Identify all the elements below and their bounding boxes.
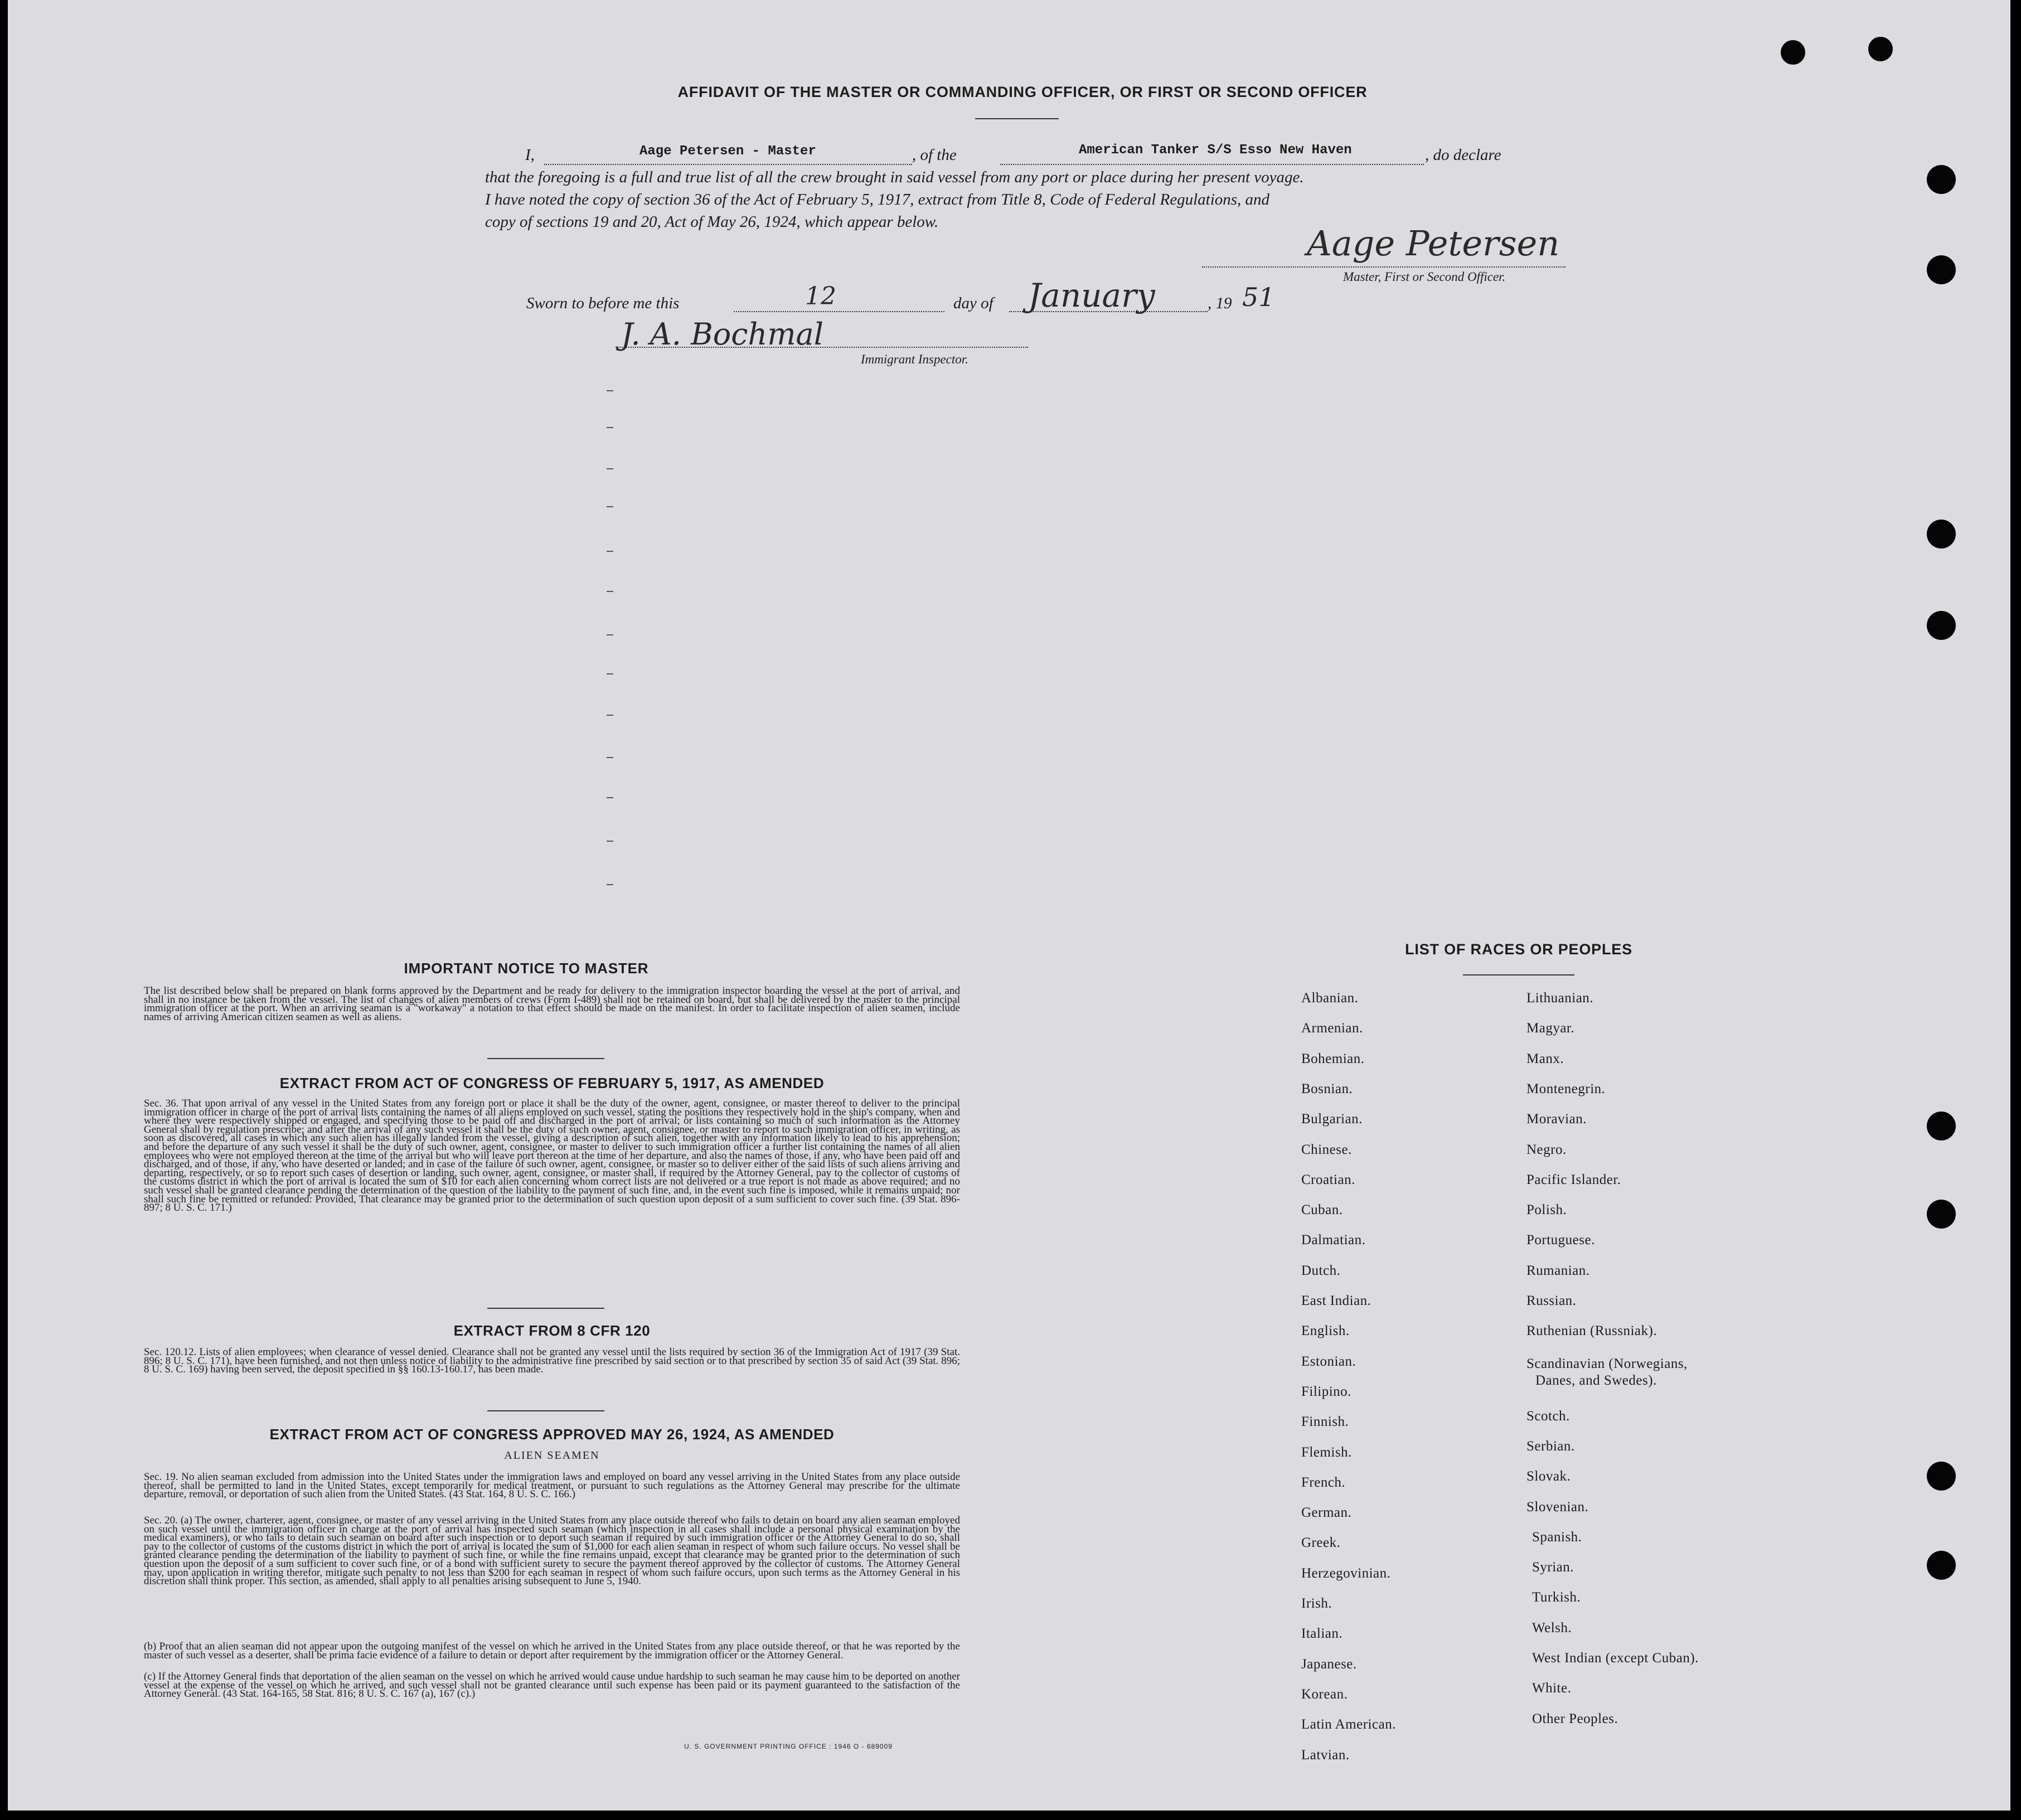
stray-mark [607, 427, 613, 428]
extract-1917-title: EXTRACT FROM ACT OF CONGRESS OF FEBRUARY 5, 1917, AS AMENDED [279, 1075, 825, 1091]
race-item: Latvian. [1301, 1747, 1350, 1763]
affidavit-line-1 [525, 143, 1573, 166]
race-item: Slovak. [1526, 1469, 1571, 1484]
punch-hole [1927, 165, 1956, 194]
stray-mark [607, 506, 613, 507]
race-item: Bosnian. [1301, 1081, 1353, 1096]
section-divider [487, 1308, 604, 1309]
vessel-name-field: American Tanker S/S Esso New Haven [1079, 143, 1352, 158]
race-item: Slovenian. [1526, 1499, 1589, 1515]
inspector-signature: J. A. Bochmal [621, 317, 823, 352]
sworn-text: Sworn to before me this [526, 294, 680, 312]
affidavit-line-3: I have noted the copy of section 36 of the Act of February 5, 1917, extract from Title 8, Code of Federal Regulations, and [485, 191, 1270, 208]
stray-mark [607, 634, 613, 635]
race-item: Albanian. [1301, 991, 1359, 1006]
stray-mark [607, 884, 613, 885]
race-item: Spanish. [1532, 1529, 1582, 1545]
section-divider [487, 1410, 604, 1411]
punch-hole [1927, 1551, 1956, 1580]
race-item: Latin American. [1301, 1717, 1396, 1732]
race-item: Syrian. [1532, 1560, 1574, 1575]
races-title: LIST OF RACES OR PEOPLES [1405, 941, 1632, 958]
race-item: Manx. [1526, 1051, 1564, 1066]
sec-20a-body: Sec. 20. (a) The owner, charterer, agent, consignee, or master of any vessel arriving in the United States from any place outside thereof who fails to detain on board any alien seaman employed on such vessel until the immigration officer in charge at the port of arrival has inspected such seaman (which inspection in all cases shall include a personal physical examination by the medical examiners), or who fails to detain such seaman on board after such inspection or to deport such seaman if required by such immigration officer or the Attorney General to do so, shall pay to the collector of customs of the customs district in which the port of arrival is located the sum of $1,000 for each alien seaman in respect of whom such failure occurs. No vessel shall be granted clearance pending the determination of the liability to payment of such fine, or while the fine remains unpaid, except that clearance may be granted prior to the determination of such question upon the deposit of a sum sufficient to cover such fine, or of a bond with sufficient surety to secure the payment thereof approved by the collector of customs. The Attorney General may, upon application in writing therefor, mitigate such penalty to not less than $200 for each seaman in respect of whom such failure occurs, upon such terms as the Attorney General in his discretion shall think proper. This section, as amended, shall apply to all penalties arising subsequent to June 5, 1940. [144, 1515, 960, 1588]
extract-1924-title: EXTRACT FROM ACT OF CONGRESS APPROVED MAY 26, 1924, AS AMENDED [269, 1426, 835, 1443]
punch-hole [1927, 1462, 1956, 1491]
race-item: White. [1532, 1681, 1572, 1696]
race-item: East Indian. [1301, 1293, 1371, 1308]
sworn-day-line [734, 311, 944, 312]
race-item: Filipino. [1301, 1384, 1351, 1399]
races-title-underline [1463, 974, 1574, 975]
sworn-month-field: January [1028, 276, 1155, 314]
punch-hole [1927, 611, 1956, 640]
race-item: Italian. [1301, 1626, 1343, 1642]
race-item: Dalmatian. [1301, 1232, 1366, 1248]
year-field: 51 [1242, 282, 1275, 312]
race-item: Bulgarian. [1301, 1112, 1363, 1127]
master-name-field: Aage Petersen - Master [639, 144, 816, 159]
affidavit-line-2: that the foregoing is a full and true list of all the crew brought in said vessel from any port or place during her present voyage. [485, 168, 1304, 186]
race-item: Rumanian. [1526, 1263, 1590, 1278]
affidavit-title: AFFIDAVIT OF THE MASTER OR COMMANDING OFFICER, OR FIRST OR SECOND OFFICER [677, 84, 1368, 100]
do-declare-text: , do declare [1425, 146, 1501, 164]
race-item: Finnish. [1301, 1414, 1349, 1430]
race-item: Dutch. [1301, 1263, 1341, 1278]
race-item: Welsh. [1532, 1620, 1572, 1635]
race-item: West Indian (except Cuban). [1532, 1651, 1699, 1666]
race-item: Japanese. [1301, 1656, 1357, 1672]
race-item: Scandinavian (Norwegians, [1526, 1356, 1688, 1371]
notice-title: IMPORTANT NOTICE TO MASTER [404, 960, 649, 977]
inspector-line [615, 347, 1028, 348]
signature-line [1202, 266, 1566, 268]
stray-mark [607, 673, 613, 674]
race-item: Turkish. [1532, 1590, 1581, 1605]
affidavit-line-4: copy of sections 19 and 20, Act of May 26, 1924, which appear below. [485, 213, 939, 231]
extract-1924-subtitle: ALIEN SEAMEN [504, 1449, 600, 1462]
race-item: Pacific Islander. [1526, 1172, 1621, 1187]
punch-hole [1927, 1200, 1956, 1229]
master-signature: Aage Petersen [1307, 223, 1560, 264]
race-item: Lithuanian. [1526, 991, 1594, 1006]
race-item: Greek. [1301, 1535, 1341, 1551]
race-item: Estonian. [1301, 1353, 1356, 1369]
stray-mark [607, 797, 613, 798]
race-item: English. [1301, 1323, 1350, 1339]
day-of-text: day of [953, 294, 993, 312]
notice-body: The list described below shall be prepared on blank forms approved by the Department and be ready for delivery to the immigration inspector boarding the vessel at the port of arrival, and shall in no instance be taken from the vessel. The list of changes of alien members of crews (Form I-489) shall not be retained on board, but shall be delivered by the master to the principal immigration officer at the port. When an arriving seaman is a "workaway" a notation to that effect should be made on the manifest. In order to facilitate inspection of alien seamen, include names of arriving American citizen seamen as well as aliens. [144, 985, 960, 1023]
stray-mark [607, 390, 613, 391]
stray-mark [607, 757, 613, 758]
stray-mark [607, 591, 613, 592]
race-item: Ruthenian (Russniak). [1526, 1323, 1657, 1339]
year-prefix: , 19 [1208, 294, 1232, 312]
title-underline [975, 118, 1059, 119]
race-item: French. [1301, 1474, 1346, 1490]
race-item: Moravian. [1526, 1112, 1587, 1127]
race-item: Scotch. [1526, 1408, 1570, 1424]
race-item: German. [1301, 1505, 1352, 1521]
race-item: Armenian. [1301, 1021, 1363, 1036]
extract-cfr-body: Sec. 120.12. Lists of alien employees; when clearance of vessel denied. Clearance shall not be granted any vessel until the lists required by section 36 of the Immigration Act of 1917 (39 Stat. 896; 8 U. S. C. 171), have been furnished, and not then unless notice of liability to the administrative fine prescribed by said section or to that prescribed by section 35 of said Act (39 Stat. 896; 8 U. S. C. 169) having been served, the deposit specified in §§ 160.13-160.17, has been made. [144, 1346, 960, 1376]
stray-mark [607, 841, 613, 842]
race-item: Portuguese. [1526, 1232, 1595, 1248]
line1-prefix: I, [525, 146, 535, 164]
extract-cfr-title: EXTRACT FROM 8 CFR 120 [453, 1322, 651, 1339]
race-item: Serbian. [1526, 1438, 1575, 1454]
extract-1917-body: Sec. 36. That upon arrival of any vessel in the United States from any foreign port or place it shall be the duty of the owner, agent, consignee, or master thereof to deliver to the principal immigration officer in charge of the port of arrival lists containing the names of all aliens employed on such vessel, stating the positions they respectively hold in the ship's company, when and where they were respectively shipped or engaged, and specifying those to be paid off and discharged in the port of arrival; or lists containing so much of such information as the Attorney General shall by regulation prescribe; and after the arrival of any such vessel it shall be the duty of such owner, agent, consignee, or master to report to such immigration officer, in writing, as soon as discovered, all cases in which any such alien has illegally landed from the vessel, giving a description of such alien, together with any information likely to lead to his apprehension; and before the departure of any such vessel it shall be the duty of such owner, agent, consignee, or master to deliver to such immigration officer a further list containing the names of all alien employees who were not employed thereon at the time of the arrival but who will leave port thereon at the time of her departure, and also the names of those, if any, who have been paid off and discharged, and of those, if any, who have deserted or landed; and in case of the failure of such owner, agent, consignee, or master so to deliver either of the said lists of such aliens arriving and departing, respectively, or so to report such cases of desertion or landing, such owner, agent, consignee, or master shall, if required by the Attorney General, pay to the collector of customs of the customs district in which the port of arrival is located the sum of $10 for each alien concerning whom correct lists are not delivered or a true report is not made as above required; and no such vessel shall be granted clearance pending the determination of the question of the liability to the payment of such fine, and, in the event such fine is imposed, while it remains unpaid; nor shall such fine be remitted or refunded: Provided, That clearance may be granted prior to the determination of such question upon deposit of a sum sufficient to cover such fine. (39 Stat. 896-897; 8 U. S. C. 171.) [144, 1098, 960, 1214]
race-item: Cuban. [1301, 1202, 1343, 1218]
sec-20b-body: (b) Proof that an alien seaman did not appear upon the outgoing manifest of the vessel on which he arrived in the United States from any place outside thereof, or that he was reported by the master of such vessel as a deserter, shall be prima facie evidence of a failure to detain or deport after requirement by the immigration officer or the Attorney General. [144, 1641, 960, 1661]
stray-mark [607, 551, 613, 552]
sec-19-body: Sec. 19. No alien seaman excluded from admission into the United States under the immigration laws and employed on board any vessel arriving in the United States from any place outside thereof, shall be permitted to land in the United States, except temporarily for medical treatment, or pursuant to such regulations as the Attorney General may prescribe for the ultimate departure, removal, or deportation of such alien from the United States. (43 Stat. 164, 8 U. S. C. 166.) [144, 1471, 960, 1501]
race-item: Magyar. [1526, 1021, 1575, 1036]
race-item: Negro. [1526, 1142, 1567, 1157]
race-item: Croatian. [1301, 1172, 1355, 1187]
section-divider [487, 1058, 604, 1059]
race-item: Danes, and Swedes). [1535, 1372, 1657, 1388]
vessel-fill-line [1000, 164, 1424, 165]
race-item: Irish. [1301, 1596, 1332, 1611]
punch-hole [1927, 520, 1956, 549]
printer-imprint: U. S. GOVERNMENT PRINTING OFFICE : 1946 O - 689009 [684, 1743, 893, 1750]
punch-hole [1927, 1112, 1956, 1140]
race-item: Korean. [1301, 1686, 1348, 1702]
sec-20c-body: (c) If the Attorney General finds that deportation of the alien seaman on the vessel on which he arrived would cause undue hardship to such seaman he may cause him to be deported on another vessel at the expense of the vessel on which he arrived, and such vessel shall not be granted clearance until such expense has been paid or its payment guaranteed to the satisfaction of the Attorney General. (43 Stat. 164-165, 58 Stat. 816; 8 U. S. C. 167 (a), 167 (c).) [144, 1671, 960, 1700]
signature-caption: Master, First or Second Officer. [1343, 270, 1506, 284]
stray-mark [607, 715, 613, 716]
race-item: Bohemian. [1301, 1051, 1365, 1066]
race-item: Other Peoples. [1532, 1711, 1618, 1726]
race-item: Flemish. [1301, 1444, 1352, 1460]
sworn-day-field: 12 [805, 282, 836, 310]
inspector-caption: Immigrant Inspector. [861, 352, 968, 366]
race-item: Chinese. [1301, 1142, 1352, 1157]
stray-mark [607, 468, 613, 469]
race-item: Russian. [1526, 1293, 1577, 1308]
of-the-text: , of the [912, 146, 957, 164]
name-fill-line [544, 164, 912, 165]
punch-hole [1927, 255, 1956, 284]
race-item: Herzegovinian. [1301, 1565, 1391, 1581]
race-item: Polish. [1526, 1202, 1567, 1218]
punch-hole [1868, 37, 1893, 61]
race-item: Montenegrin. [1526, 1081, 1606, 1096]
punch-hole [1781, 40, 1805, 65]
document-page [8, 0, 2010, 1811]
